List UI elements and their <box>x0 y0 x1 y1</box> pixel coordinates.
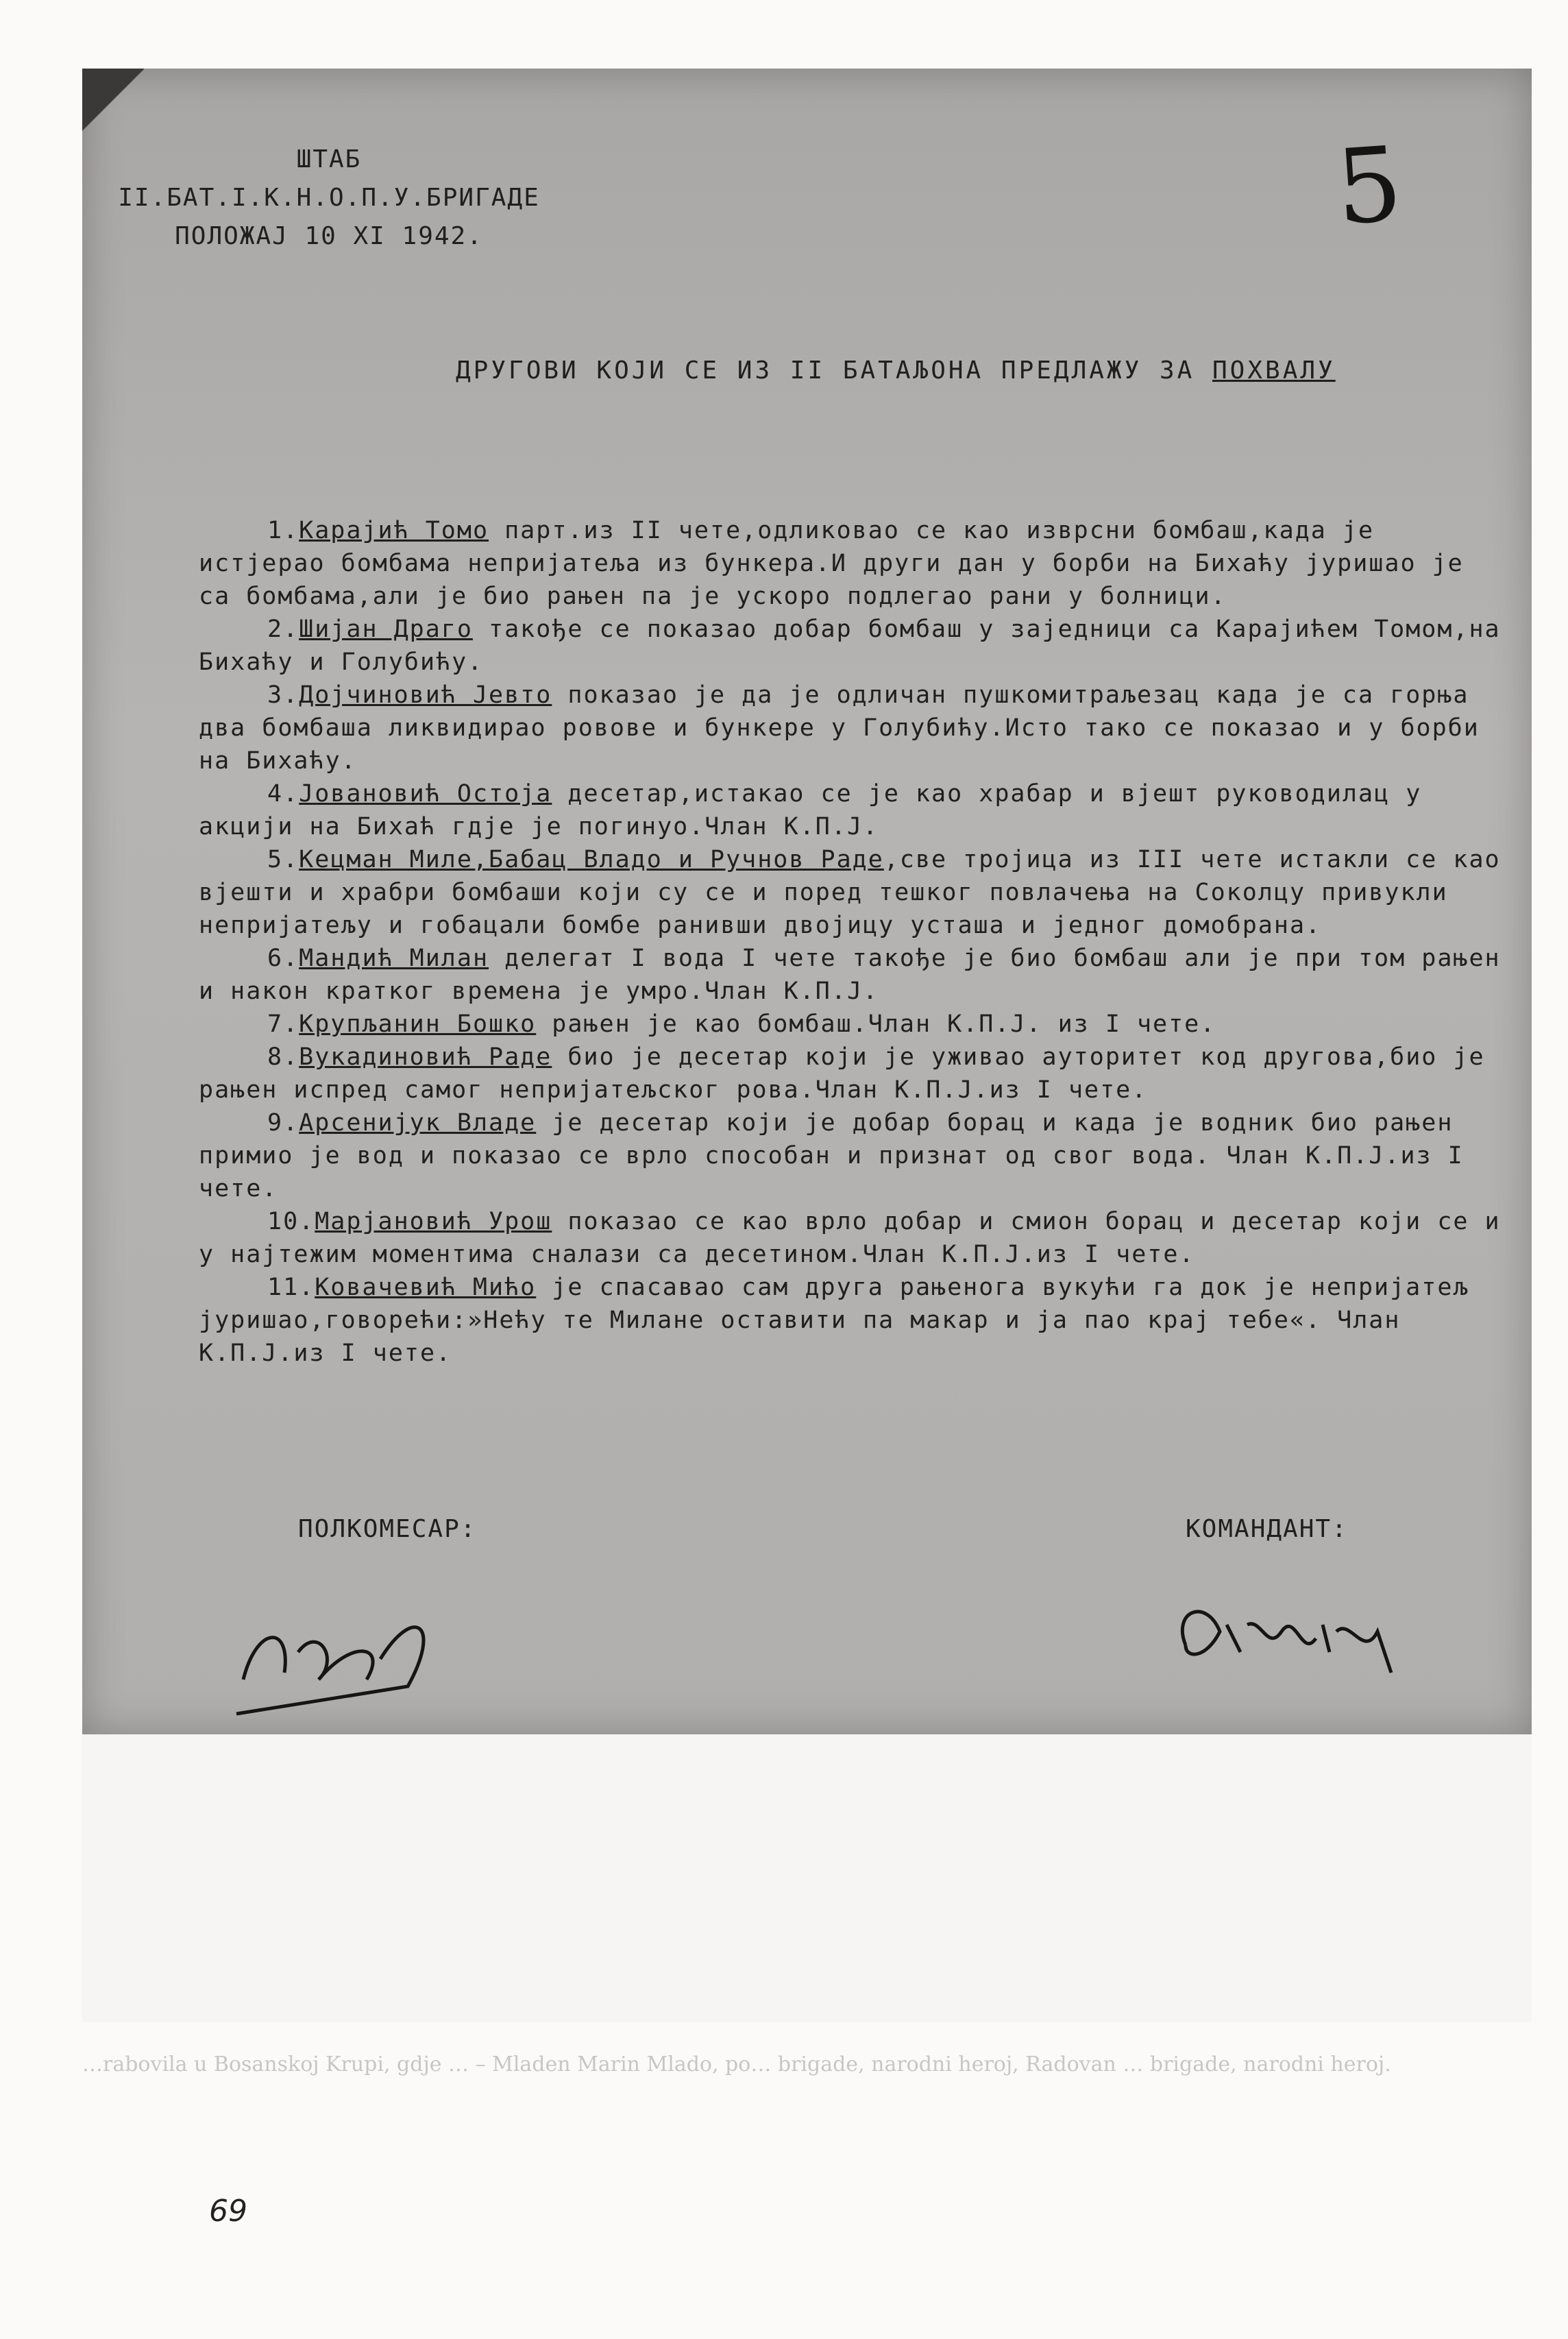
header-line-position-date: ПОЛОЖАЈ 10 XI 1942. <box>175 222 483 250</box>
underlined-name: Шијан Драго <box>299 616 473 643</box>
underlined-name: Дојчиновић Јевто <box>299 681 552 709</box>
paragraph-4: 4.Јовановић Остоја десетар,истакао се је као храбар и вјешт руководилац у акцији на Бихаћ гдје је погинуо.Члан К.П.J. <box>199 780 1422 840</box>
underlined-name: Кецман Миле,Бабац Владо и Ручнов Раде <box>299 846 884 873</box>
paragraph-7: 7.Крупљанин Бошко рањен је као бомбаш.Члан К.П.J. из I чете. <box>267 1010 1216 1038</box>
title-underlined-word: ПОХВАЛУ <box>1212 356 1336 385</box>
paragraph-11: 11.Ковачевић Мићо је спасавао сам друга рањенога вукући га док је непријатељ јуришао,говорећи:»Нећу те Милане оставити па макар и ја пао крај тебе«. Члан К.П.J.из I чете. <box>199 1274 1469 1367</box>
underlined-name: Јовановић Остоја <box>299 780 552 808</box>
signature-block-commissar <box>216 1515 572 1734</box>
handwritten-signature-commissar <box>216 1542 463 1721</box>
document-photo <box>82 69 1532 1734</box>
underlined-name: Вукадиновић Раде <box>299 1043 552 1071</box>
underlined-name: Арсенијук Владе <box>299 1109 537 1137</box>
signature-label-commissar: ПОЛКОМЕСАР: <box>298 1515 477 1543</box>
underlined-name: Мандић Милан <box>299 945 489 972</box>
underlined-name: Карајић Томо <box>299 517 489 544</box>
paragraph-3: 3.Дојчиновић Јевто показао је да је одличан пушкомитраљезац када је са горња два бомбаша ликвидирао ровове и бункере у Голубићу.Исто тако се показао и у борби на Бихаћу. <box>199 681 1480 775</box>
header-line-staff: ШТАБ <box>296 145 362 173</box>
document-body <box>199 514 1501 1370</box>
paragraph-8: 8.Вукадиновић Раде био је десетар који је уживао ауторитет код другова,био је рањен испред самог непријатељског рова.Члан К.П.J.из I чете. <box>199 1043 1485 1104</box>
photo-corner-shadow <box>82 69 144 144</box>
signature-block-commander <box>1165 1515 1521 1734</box>
underlined-name: Крупљанин Бошко <box>299 1010 537 1038</box>
page-number: 69 <box>209 2194 247 2229</box>
paragraph-1: 1.Карајић Томо парт.из II чете,одликовао се као изврсни бомбаш,када је истјерао бомбама непријатеља из бункера.И други дан у борби на Бихаћу јуришао је са бомбама,али је био рањен па је ускоро подлегао рани у болници. <box>199 517 1464 610</box>
signature-label-commander: КОМАНДАНТ: <box>1186 1515 1348 1543</box>
document-header <box>82 141 576 256</box>
paragraph-2: 2.Шијан Драго такође се показао добар бомбаш у заједници са Карајићем Томом,на Бихаћу и Голубићу. <box>199 616 1501 676</box>
document-title <box>456 356 1504 385</box>
header-line-battalion: II.БАТ.I.К.Н.О.П.У.БРИГАДЕ <box>118 184 540 212</box>
paragraph-9: 9.Арсенијук Владе је десетар који је добар борац и када је водник био рањен примио је вод и показао се врло способан и признат од свог вода. Члан К.П.J.из I чете. <box>199 1109 1464 1202</box>
paragraph-10: 10.Марјановић Урош показао се као врло добар и смион борац и десетар који се и у најтежим моментима сналази са десетином.Члан К.П.J.из I чете. <box>199 1208 1501 1268</box>
underlined-name: Ковачевић Мићо <box>315 1274 537 1301</box>
paragraph-6: 6.Мандић Милан делегат I вода I чете такође је био бомбаш али је при том рањен и након кратког времена је умро.Члан К.П.J. <box>199 945 1501 1005</box>
faint-caption: …rabovila u Bosanskoj Krupi, gdje … – Mladen Marin Mlado, po… brigade, narodni heroj, Radovan … brigade, narodni heroj. <box>82 2052 1391 2076</box>
blank-plate-area <box>82 1734 1532 2022</box>
title-text: ДРУГОВИ КОЈИ СЕ ИЗ II БАТАЉОНА ПРЕДЛАЖУ ЗА <box>456 356 1195 385</box>
handwritten-signature-commander <box>1165 1556 1439 1707</box>
handwritten-page-mark: 5 <box>1332 124 1406 249</box>
underlined-name: Марјановић Урош <box>315 1208 552 1235</box>
paragraph-5: 5.Кецман Миле,Бабац Владо и Ручнов Раде,све тројица из III чете истакли се као вјешти и храбри бомбаши који су се и поред тешког повлачења на Соколцу привукли непријатељу и гобацали бомбе ранивши двојицу усташа и једног домобрана. <box>199 846 1501 939</box>
